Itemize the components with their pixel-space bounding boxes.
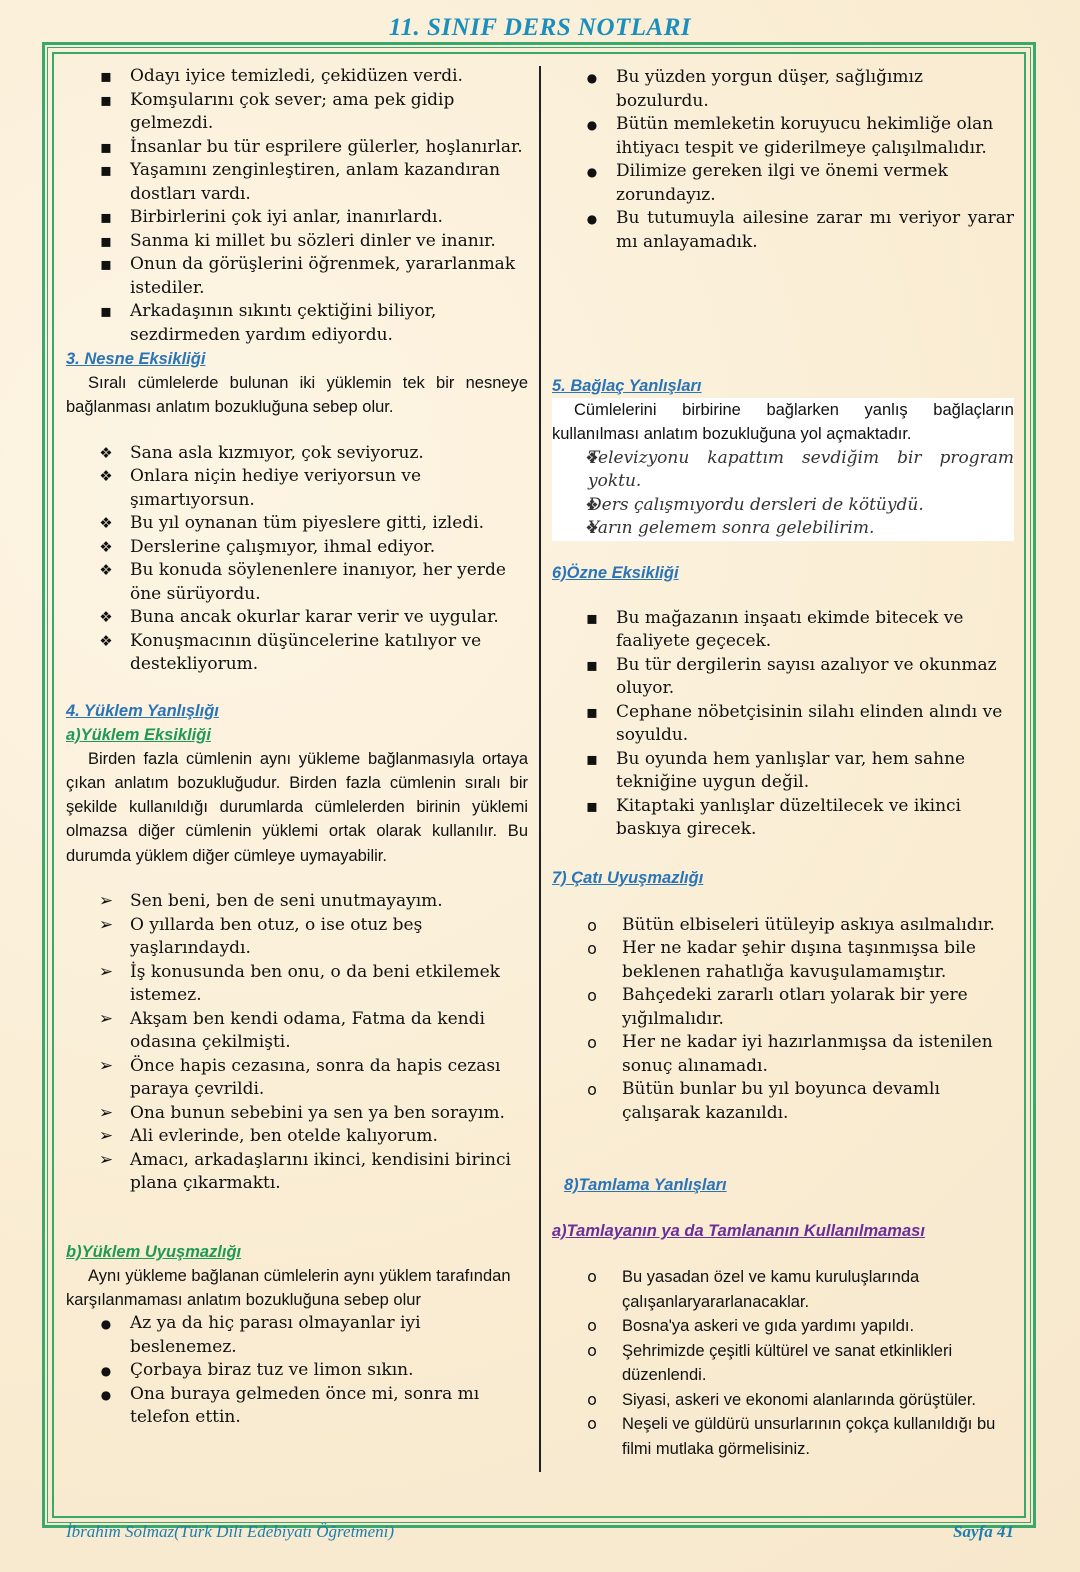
- right-column: [552, 64, 1014, 1461]
- list-item: ▪ Komşularını çok sever; ama pek gidip gelmezdi.: [66, 89, 528, 136]
- square-bullet-icon: [96, 206, 116, 231]
- list-item: o Bosna'ya askeri ve gıda yardımı yapıldı.: [552, 1314, 1014, 1339]
- diamond-bullet-icon: [96, 536, 116, 560]
- dot-bullet-icon: [96, 1359, 116, 1384]
- diamond-bullet-icon: [582, 447, 602, 471]
- yuklem-uyusmazligi-description: Aynı yükleme bağlanan cümlelerin aynı yüklem tarafından karşılanmaması anlatım bozukluğuna sebep olur: [66, 1266, 511, 1309]
- list-item: o Bu yasadan özel ve kamu kuruluşlarında çalışanlaryararlanacaklar.: [552, 1265, 1014, 1314]
- list-item: ● Ona buraya gelmeden önce mi, sonra mı telefon ettin.: [66, 1383, 528, 1430]
- circle-bullet-icon: [582, 1388, 602, 1413]
- list-item: ❖ Derslerine çalışmıyor, ihmal ediyor.: [66, 536, 528, 560]
- diamond-bullet-icon: [96, 559, 116, 583]
- square-bullet-icon: [96, 253, 116, 278]
- subheading-yuklem-eksikligi: a)Yüklem Eksikliği: [66, 725, 211, 744]
- list-item: ● Dilimize gereken ilgi ve önemi vermek zorundayız.: [552, 160, 1014, 207]
- list-item: ● Çorbaya biraz tuz ve limon sıkın.: [66, 1359, 528, 1383]
- list-item: ▪ Arkadaşının sıkıntı çektiğini biliyor, sezdirmeden yardım ediyordu.: [66, 300, 528, 347]
- dot-bullet-icon: [582, 207, 602, 232]
- column-divider: [539, 66, 541, 1472]
- dot-bullet-icon: [582, 66, 602, 91]
- circle-bullet-icon: [582, 1314, 602, 1339]
- diamond-bullet-icon: [582, 517, 602, 541]
- list-item: ▪ Bu tür dergilerin sayısı azalıyor ve okunmaz oluyor.: [552, 654, 1014, 701]
- circle-bullet-icon: [582, 1078, 602, 1103]
- list-item: ▪ Sanma ki millet bu sözleri dinler ve inanır.: [66, 230, 528, 254]
- footer-page-number: Sayfa 41: [953, 1522, 1014, 1541]
- diamond-bullet-icon: [96, 606, 116, 630]
- section-heading-baglac: 5. Bağlaç Yanlışları: [552, 377, 702, 395]
- list-item: ➢ Akşam ben kendi odama, Fatma da kendi odasına çekilmişti.: [66, 1008, 528, 1055]
- list-item: ❖ Bu konuda söylenenlere inanıyor, her yerde öne sürüyordu.: [66, 559, 528, 606]
- top-list: [552, 66, 1014, 254]
- subheading-tamlayan: a)Tamlayanın ya da Tamlananın Kullanılmaması: [552, 1222, 925, 1241]
- square-bullet-icon: [582, 748, 602, 773]
- list-item: o Neşeli ve güldürü unsurlarının çokça kullanıldığı bu filmi mutlaka görmelisiniz.: [552, 1412, 1014, 1461]
- list-item: ● Az ya da hiç parası olmayanlar iyi beslenemez.: [66, 1312, 528, 1359]
- section-heading-tamlama: 8)Tamlama Yanlışları: [564, 1176, 727, 1195]
- arrow-bullet-icon: [96, 1102, 116, 1126]
- list-item: ➢ Önce hapis cezasına, sonra da hapis cezası paraya çevrildi.: [66, 1055, 528, 1102]
- list-item: ➢ O yıllarda ben otuz, o ise otuz beş yaşlarındaydı.: [66, 914, 528, 961]
- list-item: ▪ Odayı iyice temizledi, çekidüzen verdi.: [66, 65, 528, 89]
- diamond-bullet-icon: [96, 512, 116, 536]
- list-item: o Her ne kadar şehir dışına taşınmışsa bile beklenen rahatlığa kavuşulamamıştır.: [552, 937, 1014, 984]
- list-item: ❖ Ders çalışmıyordu dersleri de kötüydü.: [552, 494, 1014, 518]
- cati-examples: [552, 914, 1014, 1126]
- section-heading-yuklem: 4. Yüklem Yanlışlığı: [66, 701, 219, 720]
- circle-bullet-icon: [582, 1339, 602, 1364]
- list-item: ▪ Bu oyunda hem yanlışlar var, hem sahne tekniğine uygun değil.: [552, 748, 1014, 795]
- list-item: o Bahçedeki zararlı otları yolarak bir yere yığılmalıdır.: [552, 984, 1014, 1031]
- baglac-description: Cümlelerini birbirine bağlarken yanlış bağlaçların kullanılması anlatım bozukluğuna yol açmaktadır.: [552, 398, 1014, 447]
- section-heading-nesne: 3. Nesne Eksikliği: [66, 350, 206, 368]
- circle-bullet-icon: [582, 937, 602, 962]
- list-item: o Siyasi, askeri ve ekonomi alanlarında görüştüler.: [552, 1388, 1014, 1413]
- list-item: ● Bu yüzden yorgun düşer, sağlığımız bozulurdu.: [552, 66, 1014, 113]
- diamond-bullet-icon: [96, 465, 116, 489]
- yuklem-eksikligi-description: Birden fazla cümlenin aynı yükleme bağlanmasıyla ortaya çıkan anlatım bozukluğudur. Birden fazla cümlenin sıralı bir şekilde kullanıldığı durumlarda cümlelerden birinin yüklemi olmazsa diğer cümlenin yüklemi ortak olarak kullanılır. Bu durumda yüklem diğer cümleye uymayabilir.: [66, 749, 528, 865]
- list-item: o Her ne kadar iyi hazırlanmışsa da istenilen sonuç alınamadı.: [552, 1031, 1014, 1078]
- square-bullet-icon: [582, 607, 602, 632]
- list-item: ▪ Onun da görüşlerini öğrenmek, yararlanmak istediler.: [66, 253, 528, 300]
- circle-bullet-icon: [582, 1265, 602, 1290]
- yuklem-eksikligi-examples: [66, 890, 528, 1196]
- footer-author: İbrahim Solmaz(Türk Dili Edebiyatı Öğretmeni): [66, 1522, 394, 1541]
- list-item: ❖ Onlara niçin hediye veriyorsun ve şımartıyorsun.: [66, 465, 528, 512]
- dot-bullet-icon: [582, 113, 602, 138]
- tamlama-examples: [552, 1265, 1014, 1461]
- section-heading-cati: 7) Çatı Uyuşmazlığı: [552, 868, 704, 887]
- list-item: ▪ Kitaptaki yanlışlar düzeltilecek ve ikinci baskıya girecek.: [552, 795, 1014, 842]
- arrow-bullet-icon: [96, 1055, 116, 1079]
- list-item: ▪ Bu mağazanın inşaatı ekimde bitecek ve faaliyete geçecek.: [552, 607, 1014, 654]
- list-item: ❖ Yarın gelemem sonra gelebilirim.: [552, 517, 1014, 541]
- section-heading-ozne: 6)Özne Eksikliği: [552, 563, 679, 582]
- list-item: ▪ Birbirlerini çok iyi anlar, inanırlardı.: [66, 206, 528, 230]
- arrow-bullet-icon: [96, 1125, 116, 1149]
- list-item: o Bütün bunlar bu yıl boyunca devamlı çalışarak kazanıldı.: [552, 1078, 1014, 1125]
- page-title: 11. SINIF DERS NOTLARI: [388, 14, 692, 41]
- list-item: ➢ Amacı, arkadaşlarını ikinci, kendisini birinci plana çıkarmaktı.: [66, 1149, 528, 1196]
- yuklem-uyusmazligi-examples: [66, 1312, 528, 1430]
- list-item: o Şehrimizde çeşitli kültürel ve sanat etkinlikleri düzenlendi.: [552, 1339, 1014, 1388]
- diamond-bullet-icon: [96, 630, 116, 654]
- list-item: ❖ Buna ancak okurlar karar verir ve uygular.: [66, 606, 528, 630]
- list-item: o Bütün elbiseleri ütüleyip askıya asılmalıdır.: [552, 914, 1014, 938]
- arrow-bullet-icon: [96, 914, 116, 938]
- square-bullet-icon: [96, 65, 116, 90]
- dot-bullet-icon: [96, 1383, 116, 1408]
- nesne-examples: [66, 442, 528, 677]
- list-item: ➢ Sen beni, ben de seni unutmayayım.: [66, 890, 528, 914]
- arrow-bullet-icon: [96, 1149, 116, 1173]
- list-item: ● Bu tutumuyla ailesine zarar mı veriyor yarar mı anlayamadık.: [552, 207, 1014, 254]
- square-bullet-icon: [96, 89, 116, 114]
- list-item: ▪ İnsanlar bu tür esprilere gülerler, hoşlanırlar.: [66, 136, 528, 160]
- square-bullet-icon: [96, 136, 116, 161]
- arrow-bullet-icon: [96, 961, 116, 985]
- square-bullet-icon: [582, 795, 602, 820]
- list-item: ❖ Televizyonu kapattım sevdiğim bir program yoktu.: [552, 447, 1014, 494]
- list-item: ❖ Bu yıl oynanan tüm piyeslere gitti, izledi.: [66, 512, 528, 536]
- list-item: ▪ Cephane nöbetçisinin silahı elinden alındı ve soyuldu.: [552, 701, 1014, 748]
- diamond-bullet-icon: [96, 442, 116, 466]
- list-item: ❖ Sana asla kızmıyor, çok seviyoruz.: [66, 442, 528, 466]
- diamond-bullet-icon: [582, 494, 602, 518]
- nesne-description: Sıralı cümlelerde bulunan iki yüklemin tek bir nesneye bağlanması anlatım bozukluğuna sebep olur.: [66, 374, 528, 417]
- ozne-examples: [552, 607, 1014, 842]
- dot-bullet-icon: [96, 1312, 116, 1337]
- list-item: ➢ Ali evlerinde, ben otelde kalıyorum.: [66, 1125, 528, 1149]
- circle-bullet-icon: [582, 984, 602, 1009]
- list-item: ● Bütün memleketin koruyucu hekimliğe olan ihtiyacı tespit ve giderilmeye çalışılmalıdır.: [552, 113, 1014, 160]
- square-bullet-icon: [582, 701, 602, 726]
- circle-bullet-icon: [582, 914, 602, 939]
- baglac-examples: [552, 447, 1014, 541]
- circle-bullet-icon: [582, 1412, 602, 1437]
- list-item: ▪ Yaşamını zenginleştiren, anlam kazandıran dostları vardı.: [66, 159, 528, 206]
- square-bullet-icon: [96, 300, 116, 325]
- circle-bullet-icon: [582, 1031, 602, 1056]
- arrow-bullet-icon: [96, 1008, 116, 1032]
- intro-list: [66, 65, 528, 347]
- list-item: ➢ Ona bunun sebebini ya sen ya ben sorayım.: [66, 1102, 528, 1126]
- list-item: ❖ Konuşmacının düşüncelerine katılıyor ve destekliyorum.: [66, 630, 528, 677]
- arrow-bullet-icon: [96, 890, 116, 914]
- square-bullet-icon: [582, 654, 602, 679]
- subheading-yuklem-uyusmazligi: b)Yüklem Uyuşmazlığı: [66, 1242, 242, 1261]
- square-bullet-icon: [96, 230, 116, 255]
- square-bullet-icon: [96, 159, 116, 184]
- dot-bullet-icon: [582, 160, 602, 185]
- list-item: ➢ İş konusunda ben onu, o da beni etkilemek istemez.: [66, 961, 528, 1008]
- left-column: [66, 64, 528, 1430]
